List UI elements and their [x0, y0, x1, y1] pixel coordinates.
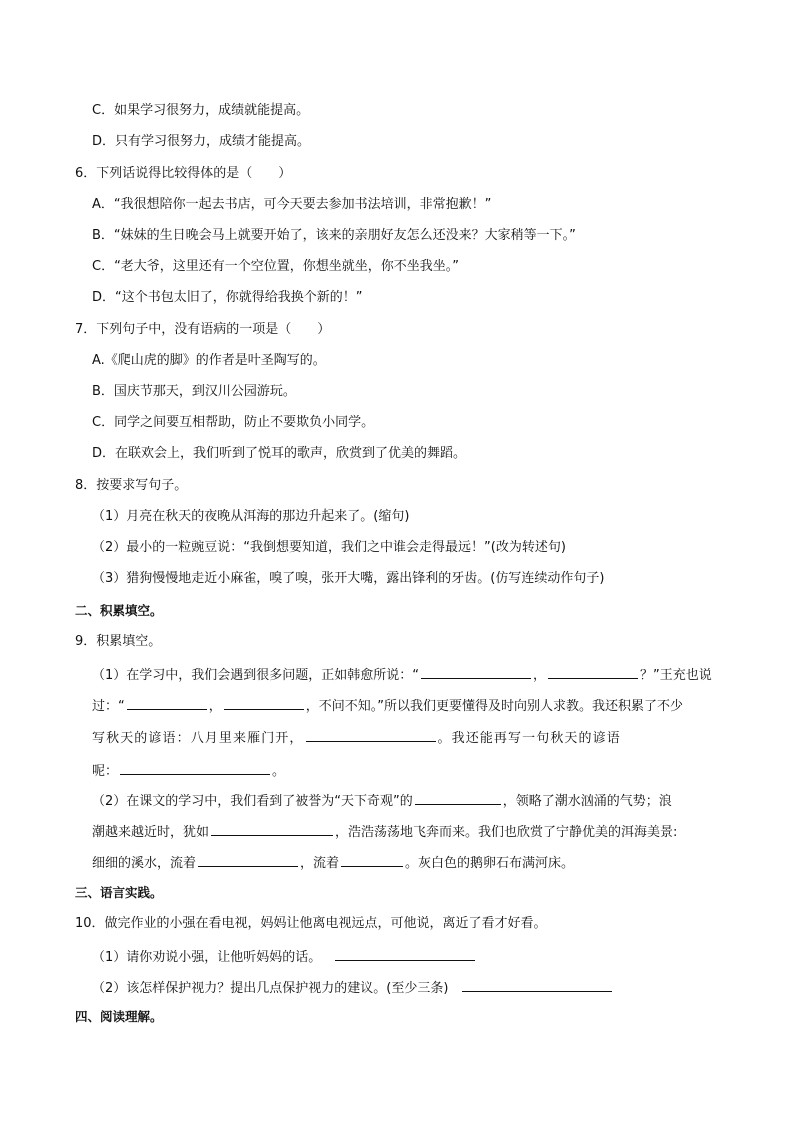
answer-blank[interactable] [462, 977, 612, 992]
q9-p2-line2: 潮越来越近时，犹如 ，浩浩荡荡地飞奔而来。我们也欣赏了宁静优美的洱海美景: [92, 821, 677, 842]
q7-stem: 7．下列句子中，没有语病的一项是（ ） [75, 322, 331, 337]
q7-option-c: C．同学之间要互相帮助，防止不要欺负小同学。 [92, 415, 375, 430]
q6-option-d: D．“这个书包太旧了，你就得给我换个新的！” [92, 290, 363, 305]
fill-blank[interactable] [306, 727, 436, 742]
q8-sub-2: （2）最小的一粒豌豆说：“我倒想要知道，我们之中谁会走得最远！”(改为转述句) [92, 540, 566, 555]
fill-blank[interactable] [211, 821, 333, 836]
answer-blank[interactable] [335, 946, 475, 961]
q6-option-a: A．“我很想陪你一起去书店，可今天要去参加书法培训，非常抱歉！” [92, 197, 492, 212]
fill-blank[interactable] [421, 664, 531, 679]
q9-stem: 9．积累填空。 [75, 634, 162, 649]
q6-option-b: B．“妹妹的生日晚会马上就要开始了，该来的亲朋好友怎么还没来？大家稍等一下。” [92, 228, 576, 243]
fill-blank[interactable] [120, 760, 270, 775]
q9-p1-line2: 过：“ ， ，不问不知。”所以我们更要懂得及时向别人求教。我还积累了不少 [92, 695, 683, 716]
fill-blank[interactable] [548, 664, 638, 679]
q10-stem: 10．做完作业的小强在看电视，妈妈让他离电视远点，可他说，离近了看才好看。 [75, 916, 547, 931]
fill-blank[interactable] [341, 852, 403, 867]
q9-p2-line3: 细细的溪水，流着 ，流着 。灰白色的鹅卵石布满河床。 [92, 852, 574, 873]
q9-p1-line4: 呢： 。 [92, 760, 285, 781]
q6-option-c: C．“老大爷，这里还有一个空位置，你想坐就坐，你不坐我坐。” [92, 259, 460, 274]
q10-sub-2: （2）该怎样保护视力？提出几点保护视力的建议。(至少三条) [92, 977, 614, 998]
section-heading-3: 三、语言实践。 [75, 885, 163, 900]
q5-option-d: D．只有学习很努力，成绩才能提高。 [92, 134, 311, 149]
section-heading-2: 二、积累填空。 [75, 603, 163, 618]
fill-blank[interactable] [198, 852, 298, 867]
q7-option-b: B．国庆节那天，到汉川公园游玩。 [92, 384, 296, 399]
q6-stem: 6．下列话说得比较得体的是（ ） [75, 166, 292, 181]
fill-blank[interactable] [224, 695, 304, 710]
q9-p1-line3: 写秋天的谚语：八月里来雁门开， 。我还能再写一句秋天的谚语 [92, 727, 621, 748]
q7-option-a: A.《爬山虎的脚》的作者是叶圣陶写的。 [92, 353, 326, 368]
section-heading-4: 四、阅读理解。 [75, 1009, 163, 1024]
fill-blank[interactable] [127, 695, 207, 710]
q8-sub-3: （3）猎狗慢慢地走近小麻雀，嗅了嗅，张开大嘴，露出锋利的牙齿。(仿写连续动作句子) [92, 571, 605, 586]
fill-blank[interactable] [415, 790, 501, 805]
q5-option-c: C．如果学习很努力，成绩就能提高。 [92, 103, 310, 118]
q9-p2-line1: （2）在课文的学习中，我们看到了被誉为“天下奇观”的 ，领略了潮水汹涌的气势；浪 [92, 790, 672, 811]
q7-option-d: D．在联欢会上，我们听到了悦耳的歌声，欣赏到了优美的舞蹈。 [92, 446, 467, 461]
q8-sub-1: （1）月亮在秋天的夜晚从洱海的那边升起来了。(缩句) [92, 509, 410, 524]
q9-p1-line1: （1）在学习中，我们会遇到很多问题，正如韩愈所说：“ ， ？”王充也说 [92, 664, 712, 685]
q8-stem: 8．按要求写句子。 [75, 478, 188, 493]
q10-sub-1: （1）请你劝说小强，让他听妈妈的话。 [92, 946, 477, 967]
